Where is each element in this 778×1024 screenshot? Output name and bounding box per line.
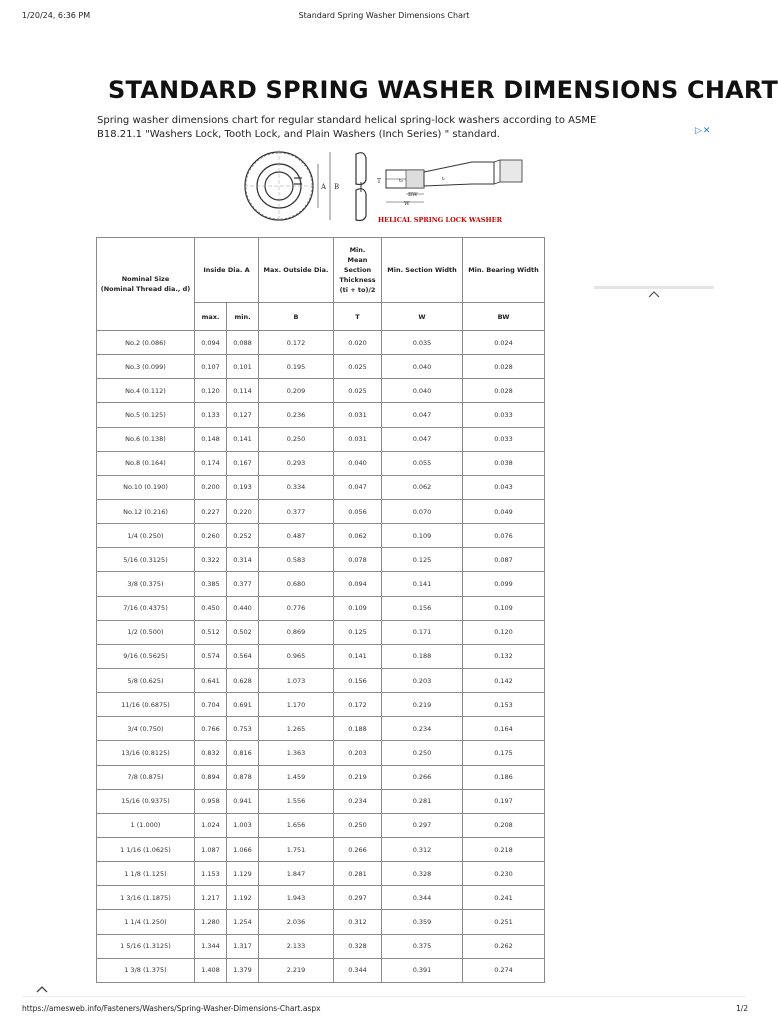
subheader-w: W	[382, 303, 463, 331]
cell-inside-min: 1.192	[227, 886, 259, 910]
label-to: t₀	[399, 178, 404, 184]
cell-bearing-bw: 0.038	[463, 451, 545, 475]
cell-inside-min: 0.088	[227, 331, 259, 355]
cell-inside-max: 1.217	[195, 886, 227, 910]
cell-inside-max: 0.450	[195, 596, 227, 620]
cell-width-w: 0.125	[382, 548, 463, 572]
print-url: https://amesweb.info/Fasteners/Washers/Spring-Washer-Dimensions-Chart.aspx	[22, 1004, 321, 1013]
cell-width-w: 0.040	[382, 355, 463, 379]
cell-nominal-size: 11/16 (0.6875)	[97, 693, 195, 717]
cell-bearing-bw: 0.175	[463, 741, 545, 765]
cell-outside-b: 0.377	[259, 499, 334, 523]
cell-width-w: 0.297	[382, 813, 463, 837]
cell-outside-b: 0.776	[259, 596, 334, 620]
cell-thickness-t: 0.031	[334, 427, 382, 451]
cell-bearing-bw: 0.099	[463, 572, 545, 596]
cell-outside-b: 1.656	[259, 813, 334, 837]
cell-inside-max: 0.174	[195, 451, 227, 475]
cell-nominal-size: 1 3/16 (1.1875)	[97, 886, 195, 910]
table-body	[97, 331, 545, 983]
table-row	[97, 886, 545, 910]
cell-inside-max: 0.200	[195, 475, 227, 499]
header-thickness: Min. Mean Section Thickness (ti + to)/2	[334, 238, 382, 303]
cell-width-w: 0.035	[382, 331, 463, 355]
cell-inside-max: 0.120	[195, 379, 227, 403]
cell-inside-max: 1.087	[195, 837, 227, 861]
cell-bearing-bw: 0.049	[463, 499, 545, 523]
cell-bearing-bw: 0.024	[463, 331, 545, 355]
cell-bearing-bw: 0.043	[463, 475, 545, 499]
table-row	[97, 958, 545, 982]
table-row	[97, 741, 545, 765]
cell-width-w: 0.109	[382, 524, 463, 548]
cell-inside-min: 1.066	[227, 837, 259, 861]
cell-bearing-bw: 0.087	[463, 548, 545, 572]
table-row	[97, 403, 545, 427]
cell-thickness-t: 0.078	[334, 548, 382, 572]
cell-width-w: 0.344	[382, 886, 463, 910]
cell-inside-min: 0.628	[227, 668, 259, 692]
cell-nominal-size: 1 1/8 (1.125)	[97, 862, 195, 886]
cell-nominal-size: No.2 (0.086)	[97, 331, 195, 355]
cell-inside-min: 0.127	[227, 403, 259, 427]
table-row	[97, 934, 545, 958]
cell-nominal-size: 5/8 (0.625)	[97, 668, 195, 692]
cell-width-w: 0.312	[382, 837, 463, 861]
cell-bearing-bw: 0.164	[463, 717, 545, 741]
cell-thickness-t: 0.062	[334, 524, 382, 548]
table-row	[97, 693, 545, 717]
cell-width-w: 0.359	[382, 910, 463, 934]
cell-nominal-size: No.5 (0.125)	[97, 403, 195, 427]
table-row	[97, 862, 545, 886]
cell-thickness-t: 0.219	[334, 765, 382, 789]
table-row	[97, 572, 545, 596]
header-bearing-width: Min. Bearing Width	[463, 238, 545, 303]
cell-inside-min: 0.440	[227, 596, 259, 620]
cell-inside-max: 0.260	[195, 524, 227, 548]
cell-width-w: 0.055	[382, 451, 463, 475]
cell-thickness-t: 0.047	[334, 475, 382, 499]
cell-outside-b: 0.236	[259, 403, 334, 427]
cell-thickness-t: 0.156	[334, 668, 382, 692]
cell-nominal-size: 13/16 (0.8125)	[97, 741, 195, 765]
cell-nominal-size: 15/16 (0.9375)	[97, 789, 195, 813]
cell-outside-b: 2.133	[259, 934, 334, 958]
cell-thickness-t: 0.312	[334, 910, 382, 934]
cell-inside-max: 1.153	[195, 862, 227, 886]
cell-bearing-bw: 0.274	[463, 958, 545, 982]
spring-washer-table	[96, 237, 545, 983]
label-w: W	[404, 201, 410, 207]
header-nominal-size: Nominal Size (Nominal Thread dia., d)	[97, 238, 195, 331]
cell-width-w: 0.156	[382, 596, 463, 620]
cell-width-w: 0.141	[382, 572, 463, 596]
table-row	[97, 355, 545, 379]
page-title: STANDARD SPRING WASHER DIMENSIONS CHART	[108, 76, 778, 104]
diagram-caption: HELICAL SPRING LOCK WASHER	[378, 216, 502, 224]
cell-inside-max: 0.894	[195, 765, 227, 789]
cell-inside-max: 0.094	[195, 331, 227, 355]
print-date: 1/20/24, 6:36 PM	[22, 11, 91, 20]
cell-nominal-size: 1 5/16 (1.3125)	[97, 934, 195, 958]
cell-width-w: 0.281	[382, 789, 463, 813]
header-outside-dia: Max. Outside Dia.	[259, 238, 334, 303]
cell-thickness-t: 0.203	[334, 741, 382, 765]
cell-thickness-t: 0.141	[334, 644, 382, 668]
footer-divider	[22, 996, 746, 997]
cell-nominal-size: No.8 (0.164)	[97, 451, 195, 475]
table-row	[97, 717, 545, 741]
cell-inside-max: 0.385	[195, 572, 227, 596]
cell-inside-max: 1.344	[195, 934, 227, 958]
cell-nominal-size: 3/8 (0.375)	[97, 572, 195, 596]
subheader-min: min.	[227, 303, 259, 331]
washer-diagram-svg	[244, 148, 534, 228]
cell-outside-b: 0.293	[259, 451, 334, 475]
cell-thickness-t: 0.025	[334, 379, 382, 403]
cell-width-w: 0.047	[382, 403, 463, 427]
cell-inside-min: 1.254	[227, 910, 259, 934]
cell-outside-b: 1.170	[259, 693, 334, 717]
cell-bearing-bw: 0.251	[463, 910, 545, 934]
cell-width-w: 0.047	[382, 427, 463, 451]
cell-bearing-bw: 0.262	[463, 934, 545, 958]
cell-thickness-t: 0.266	[334, 837, 382, 861]
table-row	[97, 475, 545, 499]
cell-nominal-size: 7/16 (0.4375)	[97, 596, 195, 620]
cell-width-w: 0.040	[382, 379, 463, 403]
cell-nominal-size: 1/2 (0.500)	[97, 620, 195, 644]
cell-thickness-t: 0.125	[334, 620, 382, 644]
cell-inside-max: 0.832	[195, 741, 227, 765]
cell-thickness-t: 0.250	[334, 813, 382, 837]
cell-thickness-t: 0.328	[334, 934, 382, 958]
cell-outside-b: 0.965	[259, 644, 334, 668]
cell-bearing-bw: 0.218	[463, 837, 545, 861]
table-row	[97, 668, 545, 692]
cell-outside-b: 1.847	[259, 862, 334, 886]
cell-bearing-bw: 0.208	[463, 813, 545, 837]
cell-inside-max: 0.107	[195, 355, 227, 379]
cell-width-w: 0.391	[382, 958, 463, 982]
cell-outside-b: 0.209	[259, 379, 334, 403]
cell-outside-b: 1.459	[259, 765, 334, 789]
cell-width-w: 0.266	[382, 765, 463, 789]
cell-thickness-t: 0.281	[334, 862, 382, 886]
cell-thickness-t: 0.188	[334, 717, 382, 741]
cell-inside-min: 0.114	[227, 379, 259, 403]
cell-bearing-bw: 0.028	[463, 355, 545, 379]
table-row	[97, 379, 545, 403]
cell-nominal-size: 9/16 (0.5625)	[97, 644, 195, 668]
table-row	[97, 644, 545, 668]
cell-bearing-bw: 0.197	[463, 789, 545, 813]
table-row	[97, 765, 545, 789]
cell-inside-max: 1.024	[195, 813, 227, 837]
cell-bearing-bw: 0.230	[463, 862, 545, 886]
cell-width-w: 0.219	[382, 693, 463, 717]
table-row	[97, 548, 545, 572]
cell-outside-b: 0.195	[259, 355, 334, 379]
table-row	[97, 427, 545, 451]
cell-inside-max: 0.958	[195, 789, 227, 813]
cell-bearing-bw: 0.241	[463, 886, 545, 910]
intro-paragraph: Spring washer dimensions chart for regular standard helical spring-lock washers according to ASME B18.21.1 "Washers Lock, Tooth Lock, and Plain Washers (Inch Series) " standard.	[97, 115, 597, 140]
cell-bearing-bw: 0.028	[463, 379, 545, 403]
cell-outside-b: 0.172	[259, 331, 334, 355]
subheader-t: T	[334, 303, 382, 331]
cell-inside-min: 0.314	[227, 548, 259, 572]
table-row	[97, 499, 545, 523]
cell-width-w: 0.375	[382, 934, 463, 958]
cell-outside-b: 1.363	[259, 741, 334, 765]
header-section-width: Min. Section Width	[382, 238, 463, 303]
cell-inside-max: 0.704	[195, 693, 227, 717]
cell-outside-b: 0.250	[259, 427, 334, 451]
cell-width-w: 0.171	[382, 620, 463, 644]
label-a: A	[321, 183, 327, 191]
cell-outside-b: 2.219	[259, 958, 334, 982]
cell-inside-max: 0.227	[195, 499, 227, 523]
label-b: B	[334, 183, 340, 191]
table-row	[97, 813, 545, 837]
cell-bearing-bw: 0.033	[463, 403, 545, 427]
cell-thickness-t: 0.172	[334, 693, 382, 717]
cell-inside-min: 1.129	[227, 862, 259, 886]
washer-diagram	[244, 148, 534, 232]
cell-inside-min: 0.141	[227, 427, 259, 451]
cell-inside-max: 0.574	[195, 644, 227, 668]
cell-width-w: 0.203	[382, 668, 463, 692]
cell-inside-min: 1.003	[227, 813, 259, 837]
cell-thickness-t: 0.056	[334, 499, 382, 523]
cell-nominal-size: 1 3/8 (1.375)	[97, 958, 195, 982]
cell-thickness-t: 0.344	[334, 958, 382, 982]
cell-inside-min: 0.377	[227, 572, 259, 596]
cell-nominal-size: 1 (1.000)	[97, 813, 195, 837]
cell-inside-min: 0.941	[227, 789, 259, 813]
cell-thickness-t: 0.040	[334, 451, 382, 475]
cell-outside-b: 0.334	[259, 475, 334, 499]
cell-bearing-bw: 0.120	[463, 620, 545, 644]
cell-inside-max: 0.322	[195, 548, 227, 572]
cell-inside-min: 0.816	[227, 741, 259, 765]
cell-nominal-size: 7/8 (0.875)	[97, 765, 195, 789]
cell-nominal-size: No.4 (0.112)	[97, 379, 195, 403]
ad-choices-icon[interactable]: ▷✕	[695, 126, 712, 136]
subheader-b: B	[259, 303, 334, 331]
cell-thickness-t: 0.297	[334, 886, 382, 910]
cell-outside-b: 1.265	[259, 717, 334, 741]
print-page-number: 1/2	[736, 1004, 749, 1013]
label-t: T	[377, 178, 382, 185]
cell-inside-min: 0.252	[227, 524, 259, 548]
table-row	[97, 596, 545, 620]
cell-inside-min: 0.502	[227, 620, 259, 644]
cell-width-w: 0.328	[382, 862, 463, 886]
cell-inside-max: 0.766	[195, 717, 227, 741]
cell-bearing-bw: 0.186	[463, 765, 545, 789]
cell-thickness-t: 0.109	[334, 596, 382, 620]
label-bw: BW	[408, 192, 418, 198]
table-row	[97, 837, 545, 861]
scroll-to-top-icon[interactable]	[36, 985, 48, 993]
cell-nominal-size: 1 1/4 (1.250)	[97, 910, 195, 934]
cell-nominal-size: 5/16 (0.3125)	[97, 548, 195, 572]
cell-thickness-t: 0.025	[334, 355, 382, 379]
cell-inside-max: 1.280	[195, 910, 227, 934]
table-row	[97, 524, 545, 548]
cell-thickness-t: 0.094	[334, 572, 382, 596]
cell-bearing-bw: 0.153	[463, 693, 545, 717]
cell-bearing-bw: 0.142	[463, 668, 545, 692]
header-inside-dia: Inside Dia. A	[195, 238, 259, 303]
cell-nominal-size: No.12 (0.216)	[97, 499, 195, 523]
cell-width-w: 0.062	[382, 475, 463, 499]
cell-inside-min: 0.564	[227, 644, 259, 668]
side-rail-handle[interactable]	[594, 286, 714, 289]
cell-outside-b: 1.073	[259, 668, 334, 692]
cell-inside-min: 0.753	[227, 717, 259, 741]
cell-width-w: 0.234	[382, 717, 463, 741]
table-row	[97, 910, 545, 934]
cell-nominal-size: 1 1/16 (1.0625)	[97, 837, 195, 861]
table-row	[97, 789, 545, 813]
cell-nominal-size: 1/4 (0.250)	[97, 524, 195, 548]
cell-inside-max: 0.133	[195, 403, 227, 427]
cell-outside-b: 1.943	[259, 886, 334, 910]
cell-width-w: 0.070	[382, 499, 463, 523]
table-row	[97, 620, 545, 644]
cell-bearing-bw: 0.109	[463, 596, 545, 620]
table-row	[97, 451, 545, 475]
cell-inside-min: 0.193	[227, 475, 259, 499]
print-doc-title: Standard Spring Washer Dimensions Chart	[298, 11, 470, 20]
cell-outside-b: 0.680	[259, 572, 334, 596]
cell-outside-b: 2.036	[259, 910, 334, 934]
cell-nominal-size: No.6 (0.138)	[97, 427, 195, 451]
cell-bearing-bw: 0.132	[463, 644, 545, 668]
cell-inside-min: 0.167	[227, 451, 259, 475]
cell-inside-min: 0.878	[227, 765, 259, 789]
cell-outside-b: 0.869	[259, 620, 334, 644]
cell-outside-b: 1.556	[259, 789, 334, 813]
label-ti: tᵢ	[442, 176, 446, 182]
cell-inside-min: 0.220	[227, 499, 259, 523]
cell-inside-min: 1.317	[227, 934, 259, 958]
cell-width-w: 0.188	[382, 644, 463, 668]
cell-width-w: 0.250	[382, 741, 463, 765]
cell-inside-max: 0.641	[195, 668, 227, 692]
cell-thickness-t: 0.031	[334, 403, 382, 427]
subheader-bw: BW	[463, 303, 545, 331]
cell-nominal-size: 3/4 (0.750)	[97, 717, 195, 741]
subheader-max: max.	[195, 303, 227, 331]
cell-outside-b: 1.751	[259, 837, 334, 861]
table-row	[97, 331, 545, 355]
cell-nominal-size: No.10 (0.190)	[97, 475, 195, 499]
cell-outside-b: 0.487	[259, 524, 334, 548]
cell-inside-min: 0.101	[227, 355, 259, 379]
cell-nominal-size: No.3 (0.099)	[97, 355, 195, 379]
cell-outside-b: 0.583	[259, 548, 334, 572]
cell-inside-min: 1.379	[227, 958, 259, 982]
cell-thickness-t: 0.020	[334, 331, 382, 355]
cell-thickness-t: 0.234	[334, 789, 382, 813]
cell-inside-max: 0.512	[195, 620, 227, 644]
cell-inside-max: 0.148	[195, 427, 227, 451]
cell-inside-max: 1.408	[195, 958, 227, 982]
cell-inside-min: 0.691	[227, 693, 259, 717]
chevron-up-icon[interactable]	[648, 290, 660, 298]
cell-bearing-bw: 0.033	[463, 427, 545, 451]
cell-bearing-bw: 0.076	[463, 524, 545, 548]
